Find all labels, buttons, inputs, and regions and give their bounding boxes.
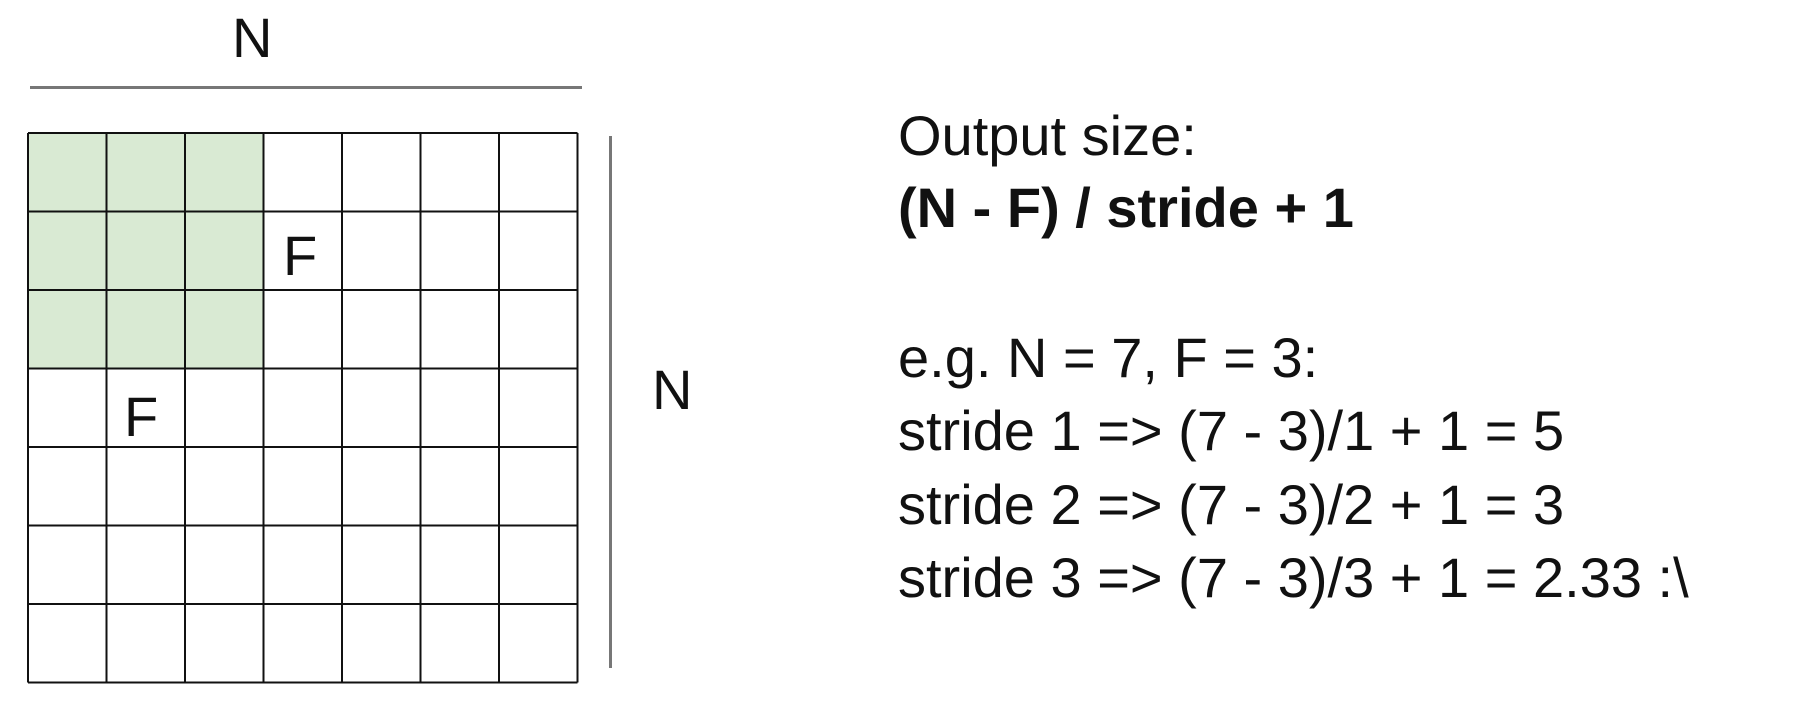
f-top-label: F [283,224,318,287]
stride-2-example: stride 2 => (7 - 3)/2 + 1 = 3 [898,473,1565,536]
n-top-label: N [232,6,273,69]
height-dimension-line [609,136,612,668]
filter-region [28,133,264,369]
n-right-label: N [652,358,693,421]
example-header: e.g. N = 7, F = 3: [898,326,1319,389]
stride-3-example: stride 3 => (7 - 3)/3 + 1 = 2.33 :\ [898,546,1689,609]
stride-1-example: stride 1 => (7 - 3)/1 + 1 = 5 [898,399,1565,462]
f-left-label: F [124,385,159,448]
filter-fill [28,133,264,369]
output-size-label: Output size: [898,104,1197,167]
output-size-formula: (N - F) / stride + 1 [898,176,1354,239]
